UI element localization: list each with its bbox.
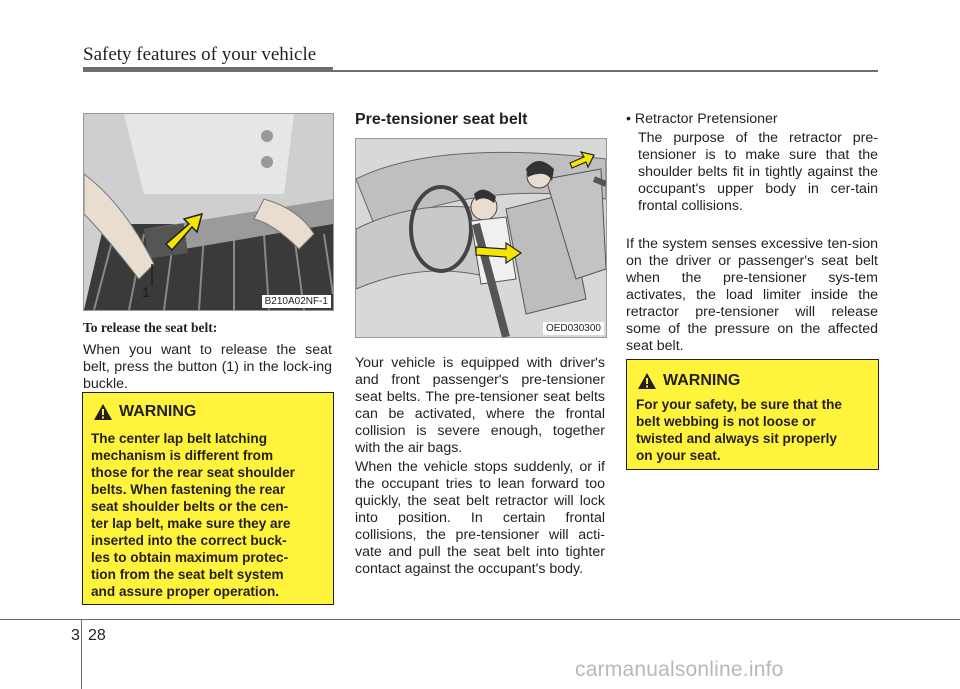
warning-header (93, 403, 196, 421)
warning-box-belt-webbing (626, 359, 879, 470)
warning-line: on your seat. (636, 448, 721, 463)
pretensioner-paragraph-2: When the vehicle stops suddenly, or if the occupant tries to lean forward too quickly, the seat belt retractor will lock into position. In certain frontal collisions, the pre-tensioner will acti-vate and pull the seat belt into tighter contact against the occupant's body. (355, 459, 605, 577)
bullet-label: Retractor Pretensioner (634, 111, 778, 127)
warning-line: belt webbing is not loose or (636, 414, 816, 429)
warning-line: The center lap belt latching (91, 431, 267, 446)
warning-line: seat shoulder belts or the cen- (91, 499, 289, 514)
warning-line: ter lap belt, make sure they are (91, 516, 291, 531)
warning-line: inserted into the correct buck- (91, 533, 287, 548)
warning-line: mechanism is different from (91, 448, 274, 463)
watermark: carmanualsonline.info (575, 658, 784, 681)
bullet-dot: • (626, 111, 635, 127)
pretensioner-paragraph-1: Your vehicle is equipped with driver's and front passenger's pre-tensioner seat belts. The pre-tensioner seat belts can be activated, where the frontal collision is severe enough, together with the air bags. (355, 355, 605, 456)
load-limiter-paragraph: If the system senses excessive ten-sion on the driver or passenger's seat belt when the pre-tensioner sys-tem activates, the load limiter inside the retractor pre-tensioner will release some of the pressure on the affected seat belt. (626, 236, 878, 354)
warning-triangle-icon (637, 372, 657, 390)
figure-code: OED030300 (543, 322, 604, 335)
seat-belt-release-illustration (83, 113, 334, 311)
figure-code: B210A02NF-1 (262, 295, 331, 308)
warning-box-center-lap-belt (82, 392, 334, 605)
warning-line: tion from the seat belt system (91, 567, 284, 582)
callout-number: 1 (142, 284, 150, 300)
warning-line: those for the rear seat shoulder (91, 465, 295, 480)
section-heading: Pre-tensioner seat belt (355, 111, 528, 128)
chapter-number: 3 (71, 627, 80, 644)
warning-title: WARNING (663, 372, 741, 389)
warning-line: twisted and always sit properly (636, 431, 837, 446)
header-rule-thin (333, 70, 878, 72)
warning-line: and assure proper operation. (91, 584, 280, 599)
retractor-pretensioner-text: The purpose of the retractor pre-tensioner is to make sure that the shoulder belts fit in tightly against the occupant's upper body in cer-tain frontal collisions. (638, 130, 878, 214)
warning-line: les to obtain maximum protec- (91, 550, 289, 565)
warning-text (91, 430, 326, 600)
release-instructions: When you want to release the seat belt, press the button (1) in the lock-ing buckle. (83, 342, 332, 392)
warning-line: For your safety, be sure that the (636, 397, 842, 412)
warning-header (637, 372, 740, 390)
figure-caption: To release the seat belt: (83, 320, 218, 335)
footer-rule (0, 619, 960, 620)
warning-title: WARNING (119, 403, 197, 420)
seat-belt-buckle-image (84, 114, 333, 310)
page-header-title: Safety features of your vehicle (83, 44, 317, 65)
warning-text (636, 396, 871, 464)
car-interior-image (356, 139, 606, 337)
pretensioner-illustration (355, 138, 607, 338)
page-number: 28 (88, 627, 106, 644)
bullet-heading (626, 111, 878, 128)
warning-line: belts. When fastening the rear (91, 482, 286, 497)
footer-divider (81, 619, 82, 689)
header-rule (83, 67, 333, 72)
warning-triangle-icon (93, 403, 113, 421)
